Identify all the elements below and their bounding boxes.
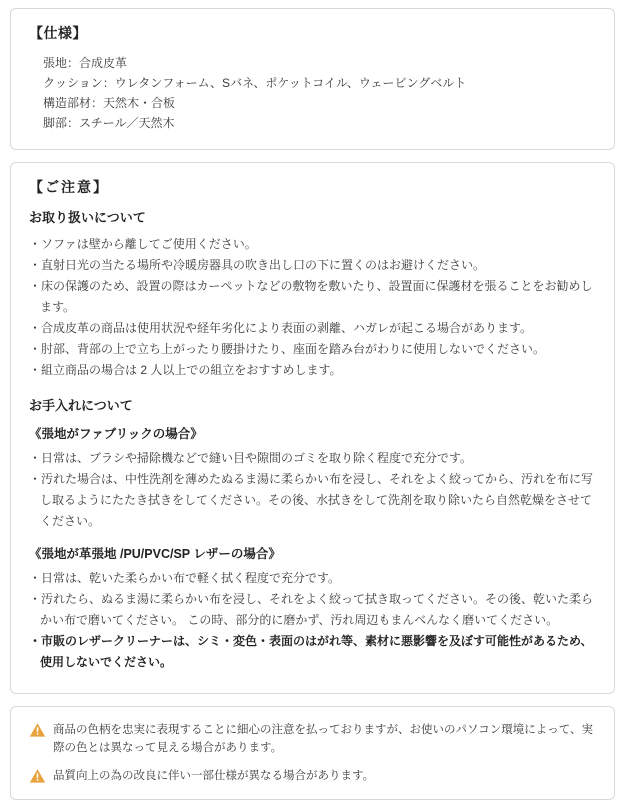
footnote-row: [29, 721, 596, 757]
care-leather-case-title: 《張地が革張地 /PU/PVC/SP レザーの場合》: [29, 547, 281, 561]
handling-heading: お取り扱いについて: [29, 210, 146, 225]
spec-card: [10, 8, 615, 150]
spec-list: [29, 53, 596, 133]
care-heading: お手入れについて: [29, 398, 133, 413]
footnote-card: [10, 706, 615, 800]
spec-item: 張地：合成皮革: [43, 56, 128, 70]
warning-triangle-icon: [29, 768, 46, 784]
care-fabric-case-title: 《張地がファブリックの場合》: [29, 427, 203, 441]
handling-item: ・ソファは壁から離してご使用ください。: [29, 237, 257, 251]
care-leather-item: ・日常は、乾いた柔らかい布で軽く拭く程度で充分です。: [29, 571, 341, 585]
care-fabric-item: ・日常は、ブラシや掃除機などで縫い目や隙間のゴミを取り除く程度で充分です。: [29, 451, 473, 465]
care-fabric-list: [29, 448, 596, 532]
spec-item: 構造部材：天然木・合板: [43, 96, 176, 110]
warning-triangle-icon: [29, 722, 46, 738]
spec-title: 【仕様】: [29, 25, 87, 41]
footnote-row: [29, 767, 596, 785]
spec-item: クッション：ウレタンフォーム、Sバネ、ポケットコイル、ウェービングベルト: [43, 76, 467, 90]
handling-item: ・床の保護のため、設置の際はカーペットなどの敷物を敷いたり、設置面に保護材を張ることをお勧めします。: [29, 279, 593, 314]
care-fabric-item: ・汚れた場合は、中性洗剤を薄めたぬるま湯に柔らかい布を浸し、それをよく絞ってから、汚れを布に写し取るようにたたき拭きをしてください。その後、水拭きをして洗剤を取り除いたら自然乾燥をさせてください。: [29, 472, 594, 528]
care-leather-list: [29, 568, 596, 673]
spec-item: 脚部：スチール／天然木: [43, 116, 175, 130]
care-leather-item: ・汚れたら、ぬるま湯に柔らかい布を浸し、それをよく絞って拭き取ってください。その後、乾いた柔らかい布で磨いてください。 この時、部分的に磨かず、汚れ周辺もまんべんなく磨いてください。: [29, 592, 594, 627]
handling-item: ・合成皮革の商品は使用状況や経年劣化により表面の剥離、ハガレが起こる場合があります。: [29, 321, 533, 335]
care-leather-item: ・市販のレザークリーナーは、シミ・変色・表面のはがれ等、素材に悪影響を及ぼす可能性があるため、使用しないでください。: [29, 634, 593, 669]
handling-item: ・直射日光の当たる場所や冷暖房器具の吹き出し口の下に置くのはお避けください。: [29, 258, 486, 272]
notice-card: [10, 162, 615, 694]
footnote-text: 品質向上の為の改良に伴い一部仕様が異なる場合があります。: [53, 770, 375, 782]
handling-list: [29, 234, 596, 381]
footnote-text: 商品の色柄を忠実に表現することに細心の注意を払っておりますが、お使いのパソコン環境によって、実際の色とは異なって見える場合があります。: [53, 724, 594, 754]
notice-title: 【ご注意】: [29, 179, 109, 195]
handling-item: ・組立商品の場合は 2 人以上での組立をおすすめします。: [29, 363, 342, 377]
handling-item: ・肘部、背部の上で立ち上がったり腰掛けたり、座面を踏み台がわりに使用しないでください。: [29, 342, 546, 356]
